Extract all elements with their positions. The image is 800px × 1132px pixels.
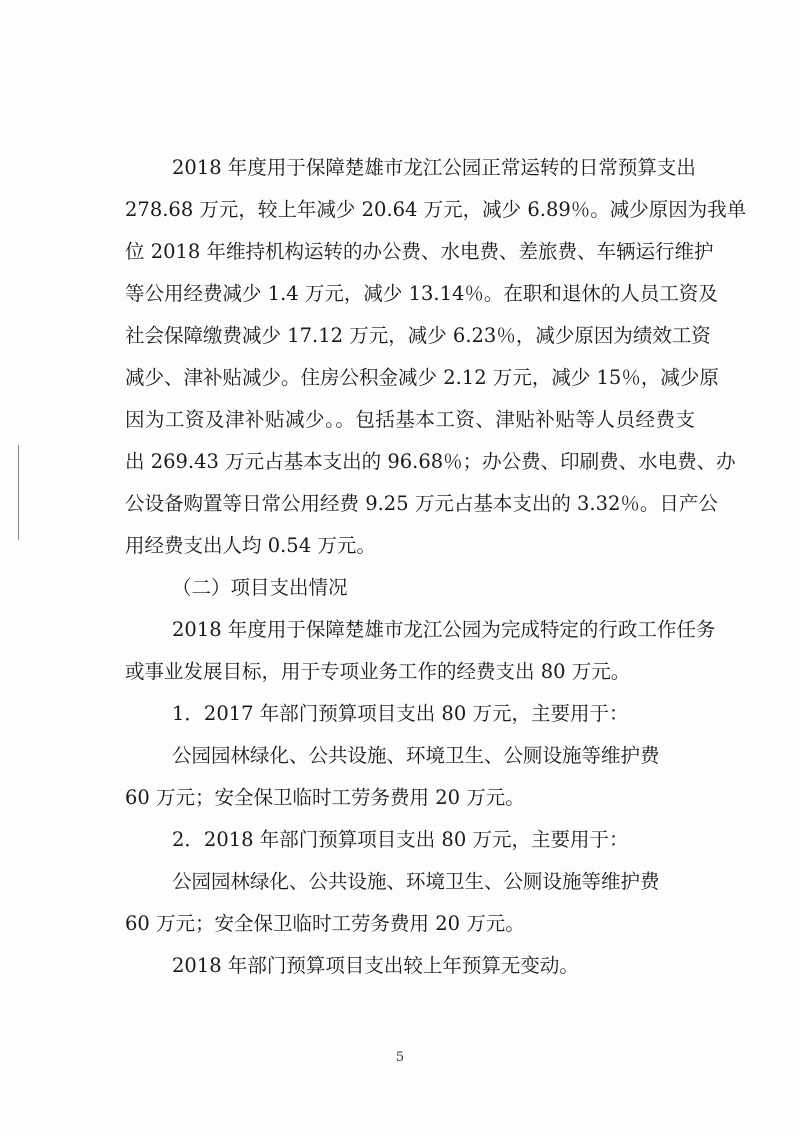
paragraph-line: 因为工资及津补贴减少。。包括基本工资、津贴补贴等人员经费支 bbox=[125, 408, 695, 431]
list-item-line: 公园园林绿化、公共设施、环境卫生、公厕设施等维护费 bbox=[172, 744, 660, 767]
page-number: 5 bbox=[395, 1050, 405, 1065]
paragraph-line: 或事业发展目标，用于专项业务工作的经费支出 80 万元。 bbox=[125, 660, 631, 683]
paragraph-line: 社会保障缴费减少 17.12 万元，减少 6.23％，减少原因为绩效工资 bbox=[125, 324, 711, 347]
scan-edge-mark bbox=[18, 445, 19, 540]
paragraph-line: 位 2018 年维持机构运转的办公费、水电费、差旅费、车辆运行维护 bbox=[125, 240, 714, 263]
paragraph-line: 等公用经费减少 1.4 万元，减少 13.14％。在职和退休的人员工资及 bbox=[125, 282, 718, 305]
paragraph-line: 公设备购置等日常公用经费 9.25 万元占基本支出的 3.32％。日产公 bbox=[125, 492, 718, 515]
paragraph-line: 278.68 万元，较上年减少 20.64 万元，减少 6.89％。减少原因为我单 bbox=[125, 198, 747, 221]
closing-sentence: 2018 年部门预算项目支出较上年预算无变动。 bbox=[172, 954, 579, 977]
list-item-title: 2．2018 年部门预算项目支出 80 万元，主要用于： bbox=[172, 828, 629, 851]
section-heading: （二）项目支出情况 bbox=[172, 576, 348, 599]
paragraph-line: 出 269.43 万元占基本支出的 96.68％；办公费、印刷费、水电费、办 bbox=[125, 450, 736, 473]
list-item-line: 公园园林绿化、公共设施、环境卫生、公厕设施等维护费 bbox=[172, 870, 660, 893]
paragraph-line: 减少、津补贴减少。住房公积金减少 2.12 万元，减少 15％，减少原 bbox=[125, 366, 719, 389]
paragraph-line: 2018 年度用于保障楚雄市龙江公园为完成特定的行政工作任务 bbox=[172, 618, 716, 641]
paragraph-line: 用经费支出人均 0.54 万元。 bbox=[125, 534, 376, 557]
list-item-line: 60 万元；安全保卫临时工劳务费用 20 万元。 bbox=[125, 786, 525, 809]
paragraph-line: 2018 年度用于保障楚雄市龙江公园正常运转的日常预算支出 bbox=[172, 156, 696, 179]
list-item-line: 60 万元；安全保卫临时工劳务费用 20 万元。 bbox=[125, 912, 525, 935]
list-item-title: 1．2017 年部门预算项目支出 80 万元，主要用于： bbox=[172, 702, 629, 725]
